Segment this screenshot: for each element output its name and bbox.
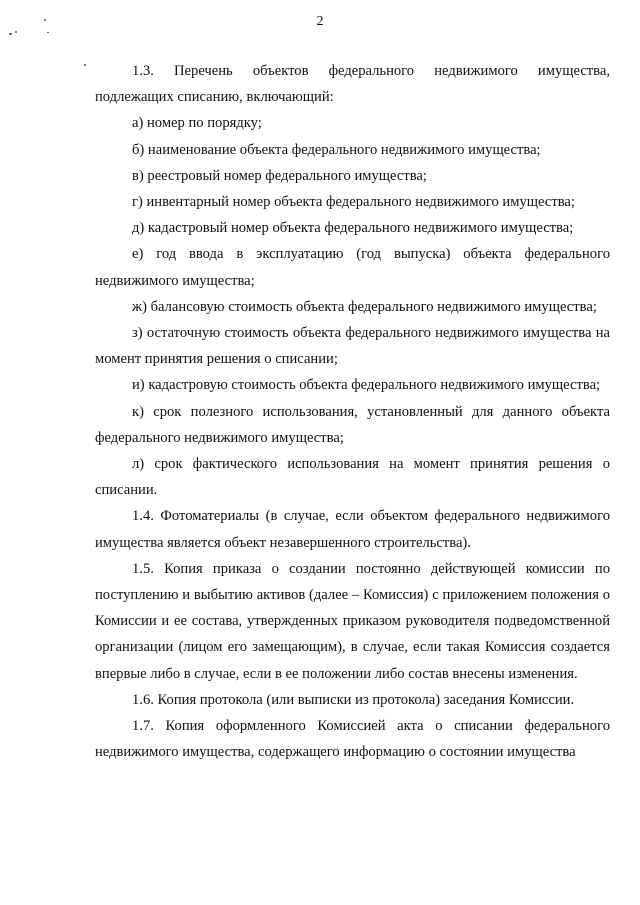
list-item-g: г) инвентарный номер объекта федерального недвижимого имущества; — [132, 194, 575, 211]
list-item-e: е) год ввода в эксплуатацию (год выпуска) объекта федерального недвижимого имущества; — [95, 246, 610, 289]
item-1-6: 1.6. Копия протокола (или выписки из протокола) заседания Комиссии. — [132, 691, 575, 708]
list-item-d: д) кадастровый номер объекта федерального недвижимого имущества; — [132, 220, 574, 237]
scan-speck — [47, 32, 49, 33]
list-item-z: з) остаточную стоимость объекта федерального недвижимого имущества на момент принятия решения о списании; — [95, 325, 610, 368]
scan-speck — [9, 33, 12, 35]
list-item-zh: ж) балансовую стоимость объекта федерального недвижимого имущества; — [132, 298, 597, 315]
list-item-l: л) срок фактического использования на момент принятия решения о списании. — [95, 456, 610, 499]
list-item-v: в) реестровый номер федерального имущества; — [132, 167, 427, 184]
item-1-5: 1.5. Копия приказа о создании постоянно действующей комиссии по поступлению и выбытию активов (далее – Комиссия) с приложением положения о Комиссии и ее состава, утвержденных приказом руководителя подведомственной организации (лицом его замещающим), в случае, если такая Комиссия создается впервые либо в случае, если в ее положении либо состав внесены изменения. — [95, 560, 610, 682]
item-1-3-heading: 1.3. Перечень объектов федерального недвижимого имущества, подлежащих списанию, включающий: — [95, 63, 610, 106]
list-item-b: б) наименование объекта федерального недвижимого имущества; — [132, 141, 541, 158]
document-body — [95, 58, 610, 765]
item-1-7: 1.7. Копия оформленного Комиссией акта о списании федерального недвижимого имущества, содержащего информацию о состоянии имущества — [95, 718, 610, 761]
list-item-i: и) кадастровую стоимость объекта федерального недвижимого имущества; — [132, 377, 601, 394]
list-item-k: к) срок полезного использования, установленный для данного объекта федерального недвижимого имущества; — [95, 403, 610, 446]
scan-speck — [84, 64, 86, 66]
item-1-4: 1.4. Фотоматериалы (в случае, если объектом федерального недвижимого имущества является объект незавершенного строительства). — [95, 508, 610, 551]
list-item-a: а) номер по порядку; — [132, 115, 262, 132]
scan-speck — [44, 19, 46, 21]
page-number: 2 — [316, 14, 324, 29]
scan-speck — [15, 31, 17, 33]
